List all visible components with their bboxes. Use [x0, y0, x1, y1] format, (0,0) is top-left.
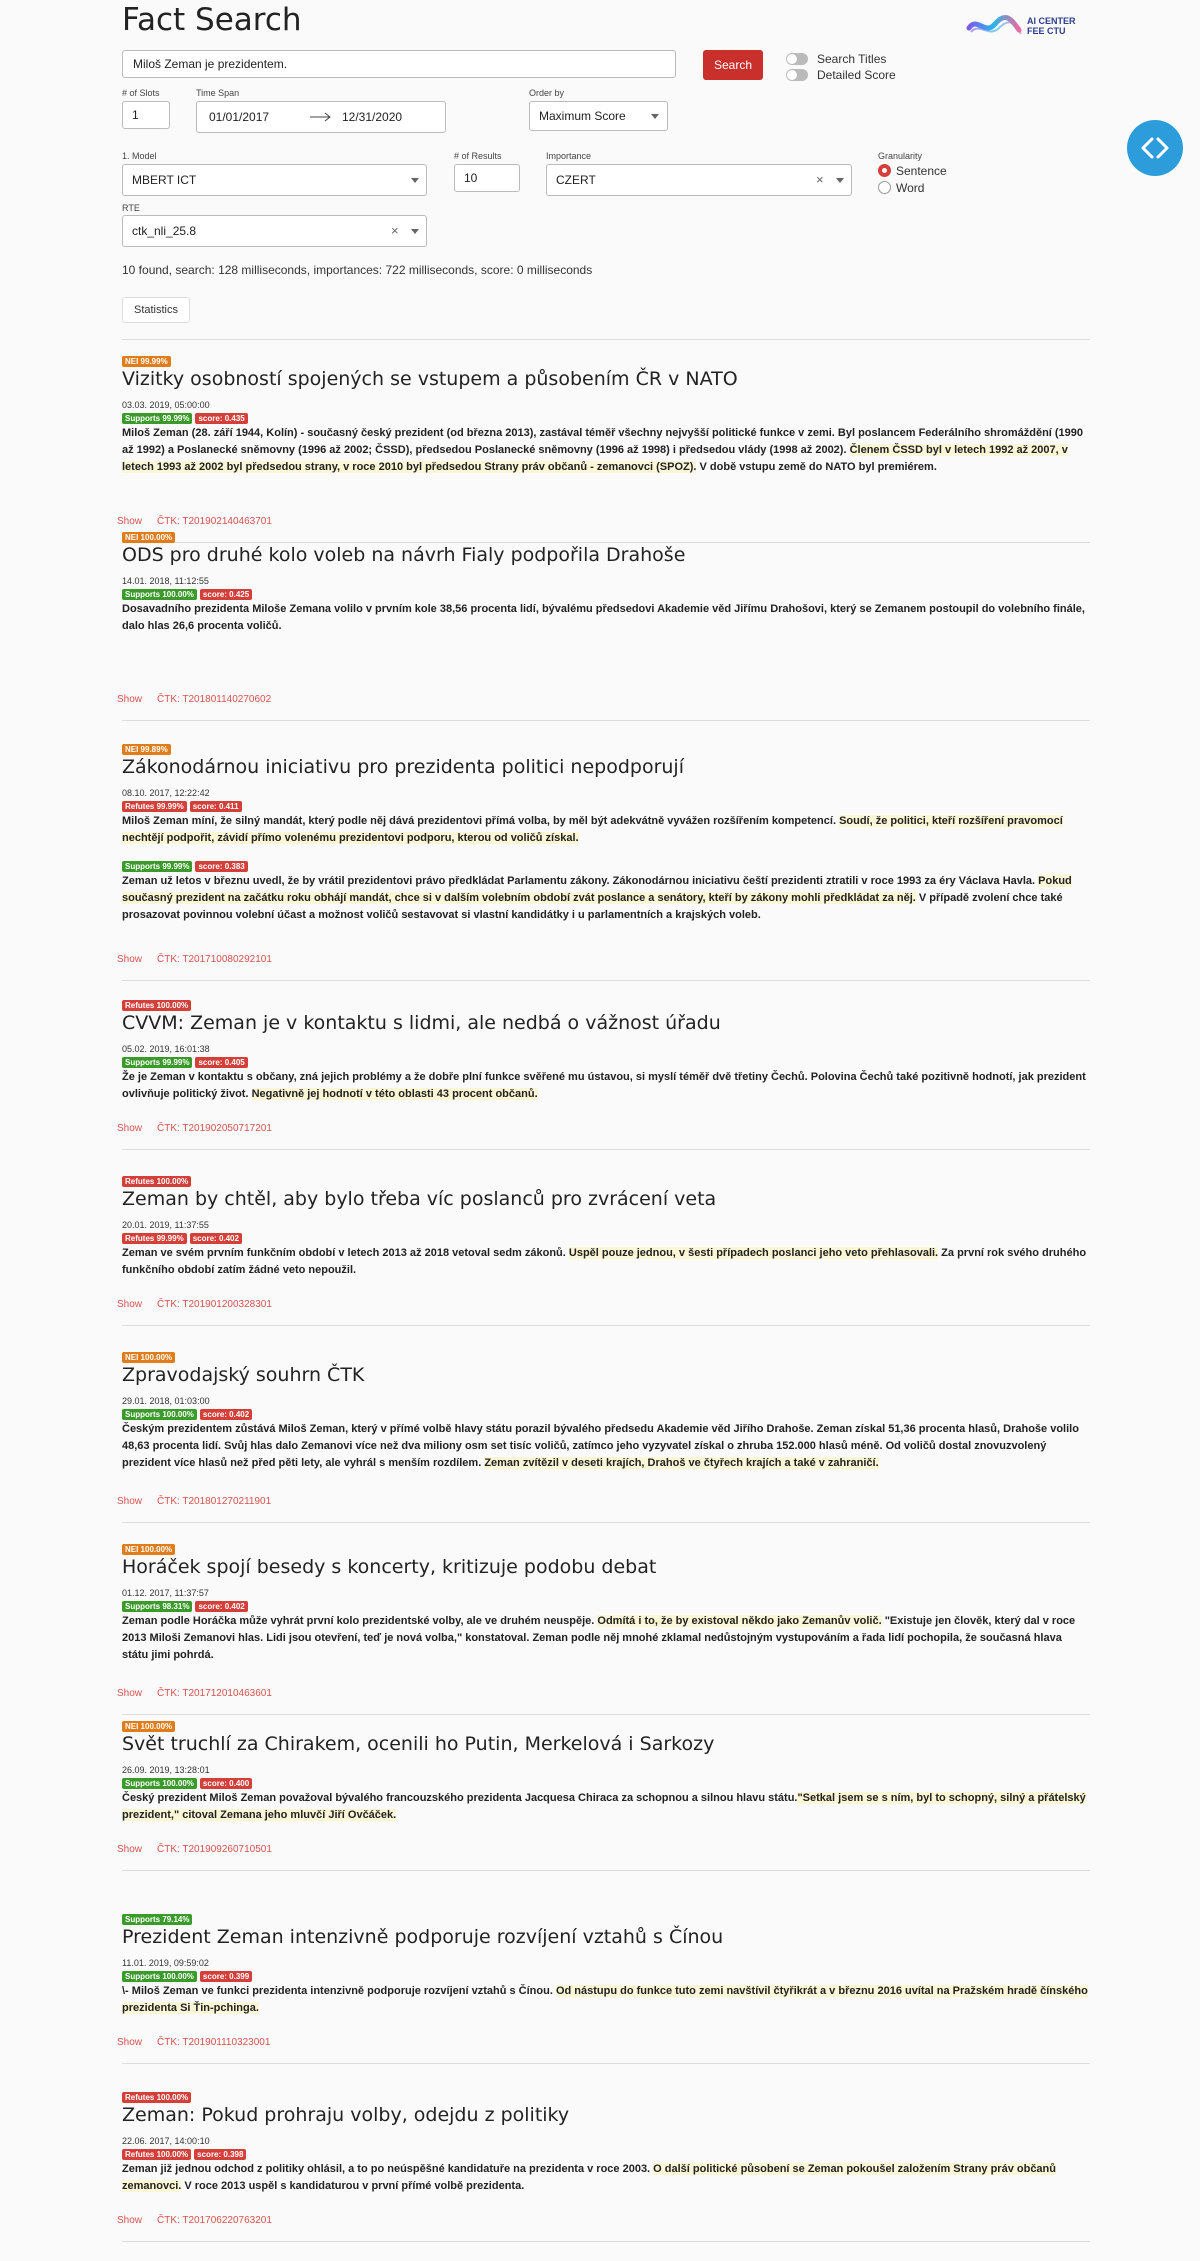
show-link[interactable]: Show	[117, 2037, 143, 2048]
search-titles-label: Search Titles	[817, 52, 887, 66]
highlighted-sentence: Zeman zvítězil v deseti krajích, Drahoš ve čtyřech krajích a také v zahraničí.	[484, 1457, 879, 1469]
score-badge: score: 0.425	[200, 589, 252, 600]
result-date: 11.01. 2019, 09:59:02	[122, 1958, 209, 1968]
evidence-label-badge: Supports 100.00%	[122, 1778, 197, 1789]
evidence-badges	[122, 1409, 252, 1420]
slots-input[interactable]: 1	[122, 101, 170, 129]
evidence-label-badge: Supports 99.99%	[122, 413, 192, 424]
evidence-text	[122, 1245, 1090, 1279]
orderby-select[interactable]: Maximum Score	[529, 101, 668, 131]
evidence-sentence: V případě zvolení chce také prosazovat povinnou volební účast a možnost voličů sestavovat si vlastní kandidátky i u parlamentních a krajských voleb.	[122, 892, 1063, 921]
evidence-text	[122, 813, 1090, 847]
verdict-badge: Refutes 100.00%	[122, 1000, 191, 1011]
search-summary: 10 found, search: 128 milliseconds, importances: 722 milliseconds, score: 0 milliseconds	[122, 263, 593, 277]
evidence-badges	[122, 1057, 248, 1068]
show-link[interactable]: Show	[117, 1688, 143, 1699]
evidence-sentence: "Existuje jen člověk, který dal v roce 2013 Miloši Zemanovi hlas. Lidi jsou otevření, teď je nová volba," konstatoval. Zeman podle něj mnohé zklamal nedůstojným vystupováním a řada lidí pochopila, že současná hlava státu jimi pohrdá.	[122, 1615, 1076, 1661]
evidence-text	[122, 2161, 1090, 2195]
ctk-id-link[interactable]: ČTK: T201706220763201	[157, 2215, 272, 2226]
ctk-id-link[interactable]: ČTK: T201902050717201	[157, 1123, 272, 1134]
evidence-text	[122, 1983, 1090, 2017]
score-badge: score: 0.402	[195, 1601, 247, 1612]
ctk-id-link[interactable]: ČTK: T201901200328301	[157, 1299, 272, 1310]
divider	[122, 1714, 1090, 1715]
divider	[122, 2241, 1090, 2242]
ctk-id-link[interactable]: ČTK: T201909260710501	[157, 1844, 272, 1855]
results-count-input[interactable]: 10	[454, 164, 520, 192]
evidence-sentence: Za první rok svého druhého funkčního období zatím žádné veto nepoužil.	[122, 1247, 1087, 1276]
show-link[interactable]: Show	[117, 516, 143, 527]
score-badge: score: 0.398	[194, 2149, 246, 2160]
verdict-badge: Refutes 100.00%	[122, 2092, 191, 2103]
divider	[122, 980, 1090, 981]
evidence-badges	[122, 861, 248, 872]
evidence-badges	[122, 1778, 252, 1789]
search-titles-toggle[interactable]	[786, 52, 986, 66]
highlighted-sentence: Uspěl pouze jednou, v šesti případech poslanci jeho veto přehlasovali.	[568, 1247, 939, 1259]
evidence-text	[122, 425, 1090, 476]
result-title: ODS pro druhé kolo voleb na návrh Fialy podpořila Drahoše	[122, 544, 686, 566]
evidence-sentence: Zeman ve svém prvním funkčním období v letech 2013 až 2018 vetoval sedm zákonů.	[122, 1247, 569, 1259]
result-title: Zákonodárnou iniciativu pro prezidenta politici nepodporují	[122, 756, 684, 778]
evidence-badges	[122, 589, 252, 600]
rte-select[interactable]: ctk_nli_25.8 ×	[122, 215, 427, 247]
radio-checked-icon[interactable]	[878, 164, 891, 177]
result-date: 22.06. 2017, 14:00:10	[122, 2136, 210, 2146]
evidence-badges	[122, 801, 242, 812]
evidence-label-badge: Refutes 99.99%	[122, 1233, 187, 1244]
result-title: Svět truchlí za Chirakem, ocenili ho Putin, Merkelová i Sarkozy	[122, 1733, 715, 1755]
statistics-button[interactable]: Statistics	[122, 297, 190, 323]
show-link[interactable]: Show	[117, 954, 143, 965]
evidence-label-badge: Supports 100.00%	[122, 1409, 197, 1420]
rte-label: RTE	[122, 203, 140, 213]
highlighted-sentence: Soudí, že politici, kteří rozšíření pravomocí nechtějí podpořit, závidí přímo volenému prezidentovi podporu, kterou od voličů získal.	[122, 815, 1063, 844]
divider	[122, 720, 1090, 721]
result-title: Zeman by chtěl, aby bylo třeba víc poslanců pro zvrácení veta	[122, 1188, 717, 1210]
timespan-label: Time Span	[196, 88, 240, 98]
score-badge: score: 0.402	[190, 1233, 242, 1244]
clear-icon[interactable]: ×	[391, 223, 399, 238]
evidence-sentence: Českým prezidentem zůstává Miloš Zeman, který v přímé volbě hlavy státu porazil bývalého předsedu Akademie věd Jiřího Drahoše. Zeman získal 51,36 procenta hlasů, Drahoše volilo 48,63 procenta lidí. Svůj hlas dalo Zemanovi více než dva miliony osm set tisíc voličů, zatímco jeho vyzyvatel získal o zhruba 152.000 hlasů méně. Od voličů dostal znovuzvolený prezident více hlasů než před pěti lety, ale vyhrál s menším rozdílem.	[122, 1423, 1079, 1469]
detailed-score-label: Detailed Score	[817, 68, 896, 82]
evidence-sentence: Zeman již jednou odchod z politiky ohlásil, a to po neúspěšné kandidatuře na prezidenta v roce 2003.	[122, 2163, 654, 2175]
result-title: CVVM: Zeman je v kontaktu s lidmi, ale nedbá o vážnost úřadu	[122, 1012, 721, 1034]
evidence-label-badge: Refutes 99.99%	[122, 801, 187, 812]
code-toggle-button[interactable]	[1127, 120, 1183, 176]
evidence-sentence: Že je Zeman v kontaktu s občany, zná jejich problémy a že dobře plní funkce svěřené mu ústavou, si myslí téměř dvě třetiny Čechů. Polovina Čechů také pozitivně hodnotí, jak prezident ovlivňuje politický život.	[122, 1071, 1086, 1100]
evidence-sentence: Zeman podle Horáčka může vyhrát první kolo prezidentské volby, ale ve druhém neuspěje.	[122, 1615, 598, 1627]
chevron-down-icon	[411, 229, 419, 234]
highlighted-sentence: Členem ČSSD byl v letech 1992 až 2007, v letech 1993 až 2002 byl předsedou strany, v roce 2010 byl předsedou Strany práv občanů - zemanovci (SPOZ).	[122, 444, 1068, 473]
evidence-badges	[122, 1601, 248, 1612]
evidence-text	[122, 1613, 1090, 1664]
model-select[interactable]: MBERT ICT	[122, 164, 427, 196]
evidence-sentence: Dosavadního prezidenta Miloše Zemana volilo v prvním kole 38,56 procenta lidí, bývalému předsedovi Akademie věd Jiřímu Drahošovi, který se Zemanem postoupil do volebního finále, dalo hlas 26,6 procenta voličů.	[122, 603, 1085, 632]
divider	[122, 339, 1090, 340]
clear-icon[interactable]: ×	[816, 172, 824, 187]
verdict-badge: NEI 99.99%	[122, 356, 171, 367]
chevron-down-icon	[411, 178, 419, 183]
orderby-label: Order by	[529, 88, 565, 98]
divider	[122, 1522, 1090, 1523]
evidence-text	[122, 1421, 1090, 1472]
granularity-label: Granularity	[878, 151, 923, 161]
radio-unchecked-icon[interactable]	[878, 181, 891, 194]
verdict-badge: NEI 100.00%	[122, 532, 175, 543]
evidence-sentence: Český prezident Miloš Zeman považoval bývalého francouzského prezidenta Jacquesa Chiraca za schopnou a silnou hlavu státu.	[122, 1792, 798, 1804]
divider	[122, 2063, 1090, 2064]
highlighted-sentence: O další politické působení se Zeman pokoušel založením Strany práv občanů zemanovci.	[122, 2163, 1056, 2192]
ctk-id-link[interactable]: ČTK: T201901110323001	[157, 2037, 271, 2048]
score-badge: score: 0.400	[200, 1778, 252, 1789]
show-link[interactable]: Show	[117, 2215, 143, 2226]
verdict-badge: NEI 100.00%	[122, 1721, 175, 1732]
toggle-switch-icon[interactable]	[786, 69, 808, 81]
ctk-id-link[interactable]: ČTK: T201801270211901	[157, 1496, 272, 1507]
result-title: Vizitky osobností spojených se vstupem a působením ČR v NATO	[122, 368, 738, 390]
show-link[interactable]: Show	[117, 1844, 143, 1855]
evidence-sentence: V roce 2013 uspěl s kandidaturou v první přímé volbě prezidenta.	[181, 2180, 525, 2192]
show-link[interactable]: Show	[117, 1123, 143, 1134]
evidence-badges	[122, 413, 248, 424]
page-title: Fact Search	[122, 2, 302, 38]
toggle-switch-icon[interactable]	[786, 53, 808, 65]
score-badge: score: 0.411	[190, 801, 242, 812]
divider	[122, 542, 1090, 543]
chevron-down-icon	[651, 114, 659, 119]
highlighted-sentence: "Setkal jsem se s ním, byl to schopný, silný a přátelský prezident," citoval Zemana jeho mluvčí Jiří Ovčáček.	[122, 1792, 1086, 1821]
divider	[122, 1325, 1090, 1326]
result-date: 01.12. 2017, 11:37:57	[122, 1588, 209, 1598]
evidence-label-badge: Supports 99.99%	[122, 1057, 192, 1068]
code-brackets-icon	[1127, 120, 1183, 176]
timespan-range[interactable]	[196, 101, 446, 133]
verdict-badge: Refutes 100.00%	[122, 1176, 191, 1187]
ctk-id-link[interactable]: ČTK: T201710080292101	[157, 954, 272, 965]
highlighted-sentence: Negativně jej hodnotí v této oblasti 43 procent občanů.	[251, 1088, 538, 1100]
result-title: Zpravodajský souhrn ČTK	[122, 1364, 365, 1386]
score-badge: score: 0.383	[195, 861, 247, 872]
ctk-id-link[interactable]: ČTK: T201712010463601	[157, 1688, 272, 1699]
result-date: 03.03. 2019, 05:00:00	[122, 400, 210, 410]
divider	[122, 1870, 1090, 1871]
ctk-id-link[interactable]: ČTK: T201801140270602	[157, 694, 272, 705]
evidence-label-badge: Supports 100.00%	[122, 1971, 197, 1982]
evidence-label-badge: Supports 99.99%	[122, 861, 192, 872]
evidence-label-badge: Refutes 100.00%	[122, 2149, 191, 2160]
results-count-label: # of Results	[454, 151, 502, 161]
score-badge: score: 0.399	[200, 1971, 252, 1982]
granularity-word-radio[interactable]: Word	[878, 181, 998, 195]
chevron-down-icon	[836, 178, 844, 183]
granularity-sentence-radio[interactable]: Sentence	[878, 164, 998, 178]
slots-label: # of Slots	[122, 88, 160, 98]
score-badge: score: 0.405	[195, 1057, 247, 1068]
result-date: 14.01. 2018, 11:12:55	[122, 576, 209, 586]
show-link[interactable]: Show	[117, 1496, 143, 1507]
logo-text: AI CENTER FEE CTU	[1027, 16, 1076, 36]
search-button[interactable]: Search	[703, 50, 763, 80]
show-link[interactable]: Show	[117, 1299, 143, 1310]
highlighted-sentence: Odmítá i to, že by existoval někdo jako Zemanův volič.	[597, 1615, 882, 1627]
importance-label: Importance	[546, 151, 592, 161]
evidence-sentence: Zeman už letos v březnu uvedl, že by vrátil prezidentovi právo předkládat Parlamentu zákony. Zákonodárnou iniciativu čeští prezidenti ztratili v roce 1993 za éry Václava Havla.	[122, 875, 1039, 887]
evidence-text	[122, 873, 1090, 924]
search-input[interactable]: Miloš Zeman je prezidentem.	[122, 50, 676, 78]
evidence-label-badge: Supports 100.00%	[122, 589, 197, 600]
evidence-sentence: \- Miloš Zeman ve funkci prezidenta intenzivně podporuje rozvíjení vztahů s Čínou.	[122, 1985, 556, 1997]
divider	[122, 1149, 1090, 1150]
evidence-text	[122, 1790, 1090, 1824]
result-date: 29.01. 2018, 01:03:00	[122, 1396, 210, 1406]
result-date: 20.01. 2019, 11:37:55	[122, 1220, 209, 1230]
evidence-sentence: Miloš Zeman (28. září 1944, Kolín) - současný český prezident (od března 2013), zastával téměř všechny nejvyšší politické funkce v zemi. Byl poslancem Federálního shromáždění (1990 až 1992) a Poslanecké sněmovny (1996 až 2002; ČSSD), předsedou Poslanecké sněmovny (1996 až 1998) i předsedou vlády (1998 až 2002).	[122, 427, 1084, 456]
highlighted-sentence: Od nástupu do funkce tuto zemi navštívil čtyřikrát a v březnu 2016 uvítal na Pražském hradě čínského prezidenta Si Ťin-pchinga.	[122, 1985, 1088, 2014]
importance-select[interactable]: CZERT ×	[546, 164, 852, 196]
verdict-badge: Supports 79.14%	[122, 1914, 192, 1925]
verdict-badge: NEI 99.89%	[122, 744, 171, 755]
detailed-score-toggle[interactable]	[786, 68, 986, 82]
result-date: 26.09. 2019, 13:28:01	[122, 1765, 210, 1775]
evidence-sentence: V době vstupu země do NATO byl premiérem.	[696, 461, 937, 473]
show-link[interactable]: Show	[117, 694, 143, 705]
score-badge: score: 0.435	[195, 413, 247, 424]
verdict-badge: NEI 100.00%	[122, 1352, 175, 1363]
evidence-text	[122, 601, 1090, 635]
evidence-text	[122, 1069, 1090, 1103]
evidence-badges	[122, 1971, 252, 1982]
highlighted-sentence: Pokud současný prezident na začátku roku obhájí mandát, chce si v dalším volebním období zvát poslance a senátory, kteří by zákony mohli předkládat za něj.	[122, 875, 1072, 904]
arrow-right-icon	[310, 112, 332, 122]
evidence-badges	[122, 2149, 246, 2160]
evidence-label-badge: Supports 98.31%	[122, 1601, 192, 1612]
evidence-sentence: Miloš Zeman míní, že silný mandát, který podle něj dává prezidentovi přímá volba, by měl být adekvátně vyvážen rozšířením kompetencí.	[122, 815, 840, 827]
ctk-id-link[interactable]: ČTK: T201902140463701	[157, 516, 272, 527]
verdict-badge: NEI 100.00%	[122, 1544, 175, 1555]
score-badge: score: 0.402	[200, 1409, 252, 1420]
result-title: Zeman: Pokud prohraju volby, odejdu z politiky	[122, 2104, 570, 2126]
result-date: 05.02. 2019, 16:01:38	[122, 1044, 210, 1054]
model-label: 1. Model	[122, 151, 157, 161]
evidence-badges	[122, 1233, 242, 1244]
result-date: 08.10. 2017, 12:22:42	[122, 788, 210, 798]
date-to-input[interactable]: 12/31/2020	[342, 110, 403, 124]
result-title: Prezident Zeman intenzivně podporuje rozvíjení vztahů s Čínou	[122, 1926, 724, 1948]
date-from-input[interactable]: 01/01/2017	[209, 110, 270, 124]
result-title: Horáček spojí besedy s koncerty, kritizuje podobu debat	[122, 1556, 657, 1578]
